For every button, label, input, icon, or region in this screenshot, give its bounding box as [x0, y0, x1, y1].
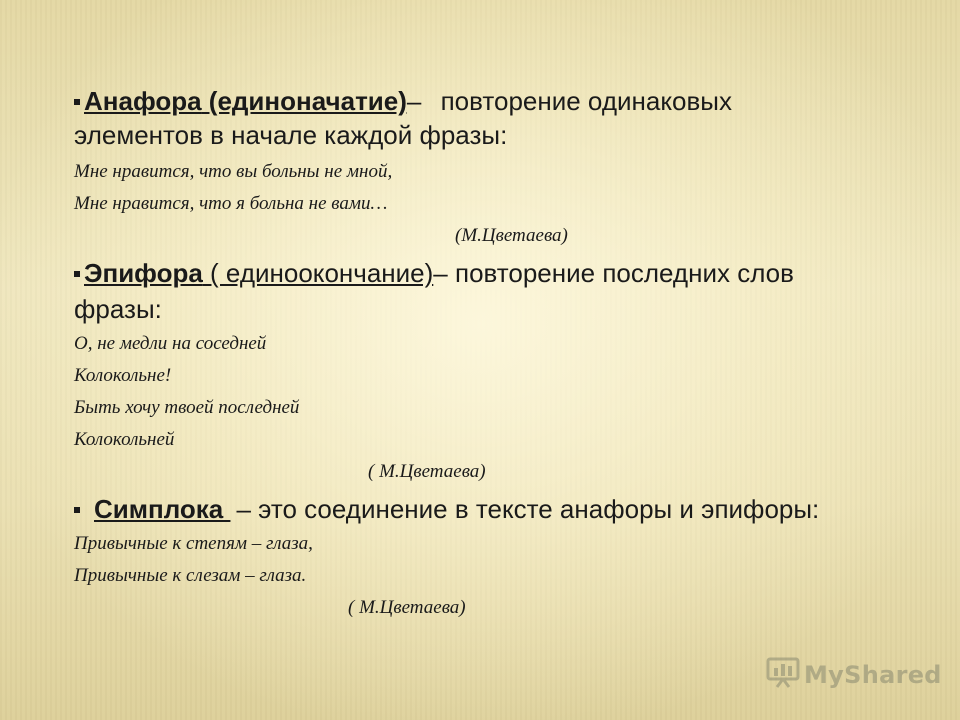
epiphora-heading	[74, 258, 794, 288]
anaphora-definition-2: элементов в начале каждой фразы:	[74, 120, 508, 150]
bullet-icon	[74, 99, 80, 105]
epiphora-quote-line: Колокольне!	[74, 365, 172, 386]
epiphora-paren: ( единоокончание)	[202, 258, 434, 288]
epiphora-quote-line: О, не медли на соседней	[74, 333, 267, 354]
bullet-icon	[74, 271, 80, 277]
epiphora-dash: –	[433, 258, 455, 288]
presentation-board-icon	[766, 656, 800, 693]
anaphora-heading	[74, 86, 732, 116]
watermark-logo	[766, 656, 942, 693]
bullet-icon	[74, 507, 80, 513]
symploce-quote-line: Привычные к слезам – глаза.	[74, 565, 307, 586]
epiphora-definition-2: фразы:	[74, 294, 162, 324]
symploce-definition-1: это соединение в тексте анафоры и эпифоры:	[258, 494, 820, 524]
symploce-term: Симплока	[94, 494, 231, 524]
symploce-dash: –	[236, 494, 259, 524]
epiphora-definition-1: повторение последних слов	[454, 258, 794, 288]
anaphora-definition-1: повторение одинаковых	[440, 86, 732, 116]
anaphora-quote-line: Мне нравится, что вы больны не мной,	[74, 161, 393, 182]
anaphora-term: Анафора	[84, 86, 202, 116]
anaphora-paren: (единоначатие)	[201, 86, 407, 116]
epiphora-quote-line: Быть хочу твоей последней	[74, 397, 300, 418]
watermark-text: MyShared	[804, 660, 942, 689]
epiphora-quote-line: Колокольней	[74, 429, 175, 450]
symploce-attribution: ( М.Цветаева)	[348, 597, 466, 618]
anaphora-attribution: (М.Цветаева)	[455, 225, 568, 246]
symploce-quote-line: Привычные к степям – глаза,	[74, 533, 313, 554]
anaphora-dash: –	[406, 86, 429, 116]
symploce-heading	[74, 494, 819, 524]
epiphora-term: Эпифора	[84, 258, 203, 288]
anaphora-quote-line: Мне нравится, что я больна не вами…	[74, 193, 388, 214]
epiphora-attribution: ( М.Цветаева)	[368, 461, 486, 482]
